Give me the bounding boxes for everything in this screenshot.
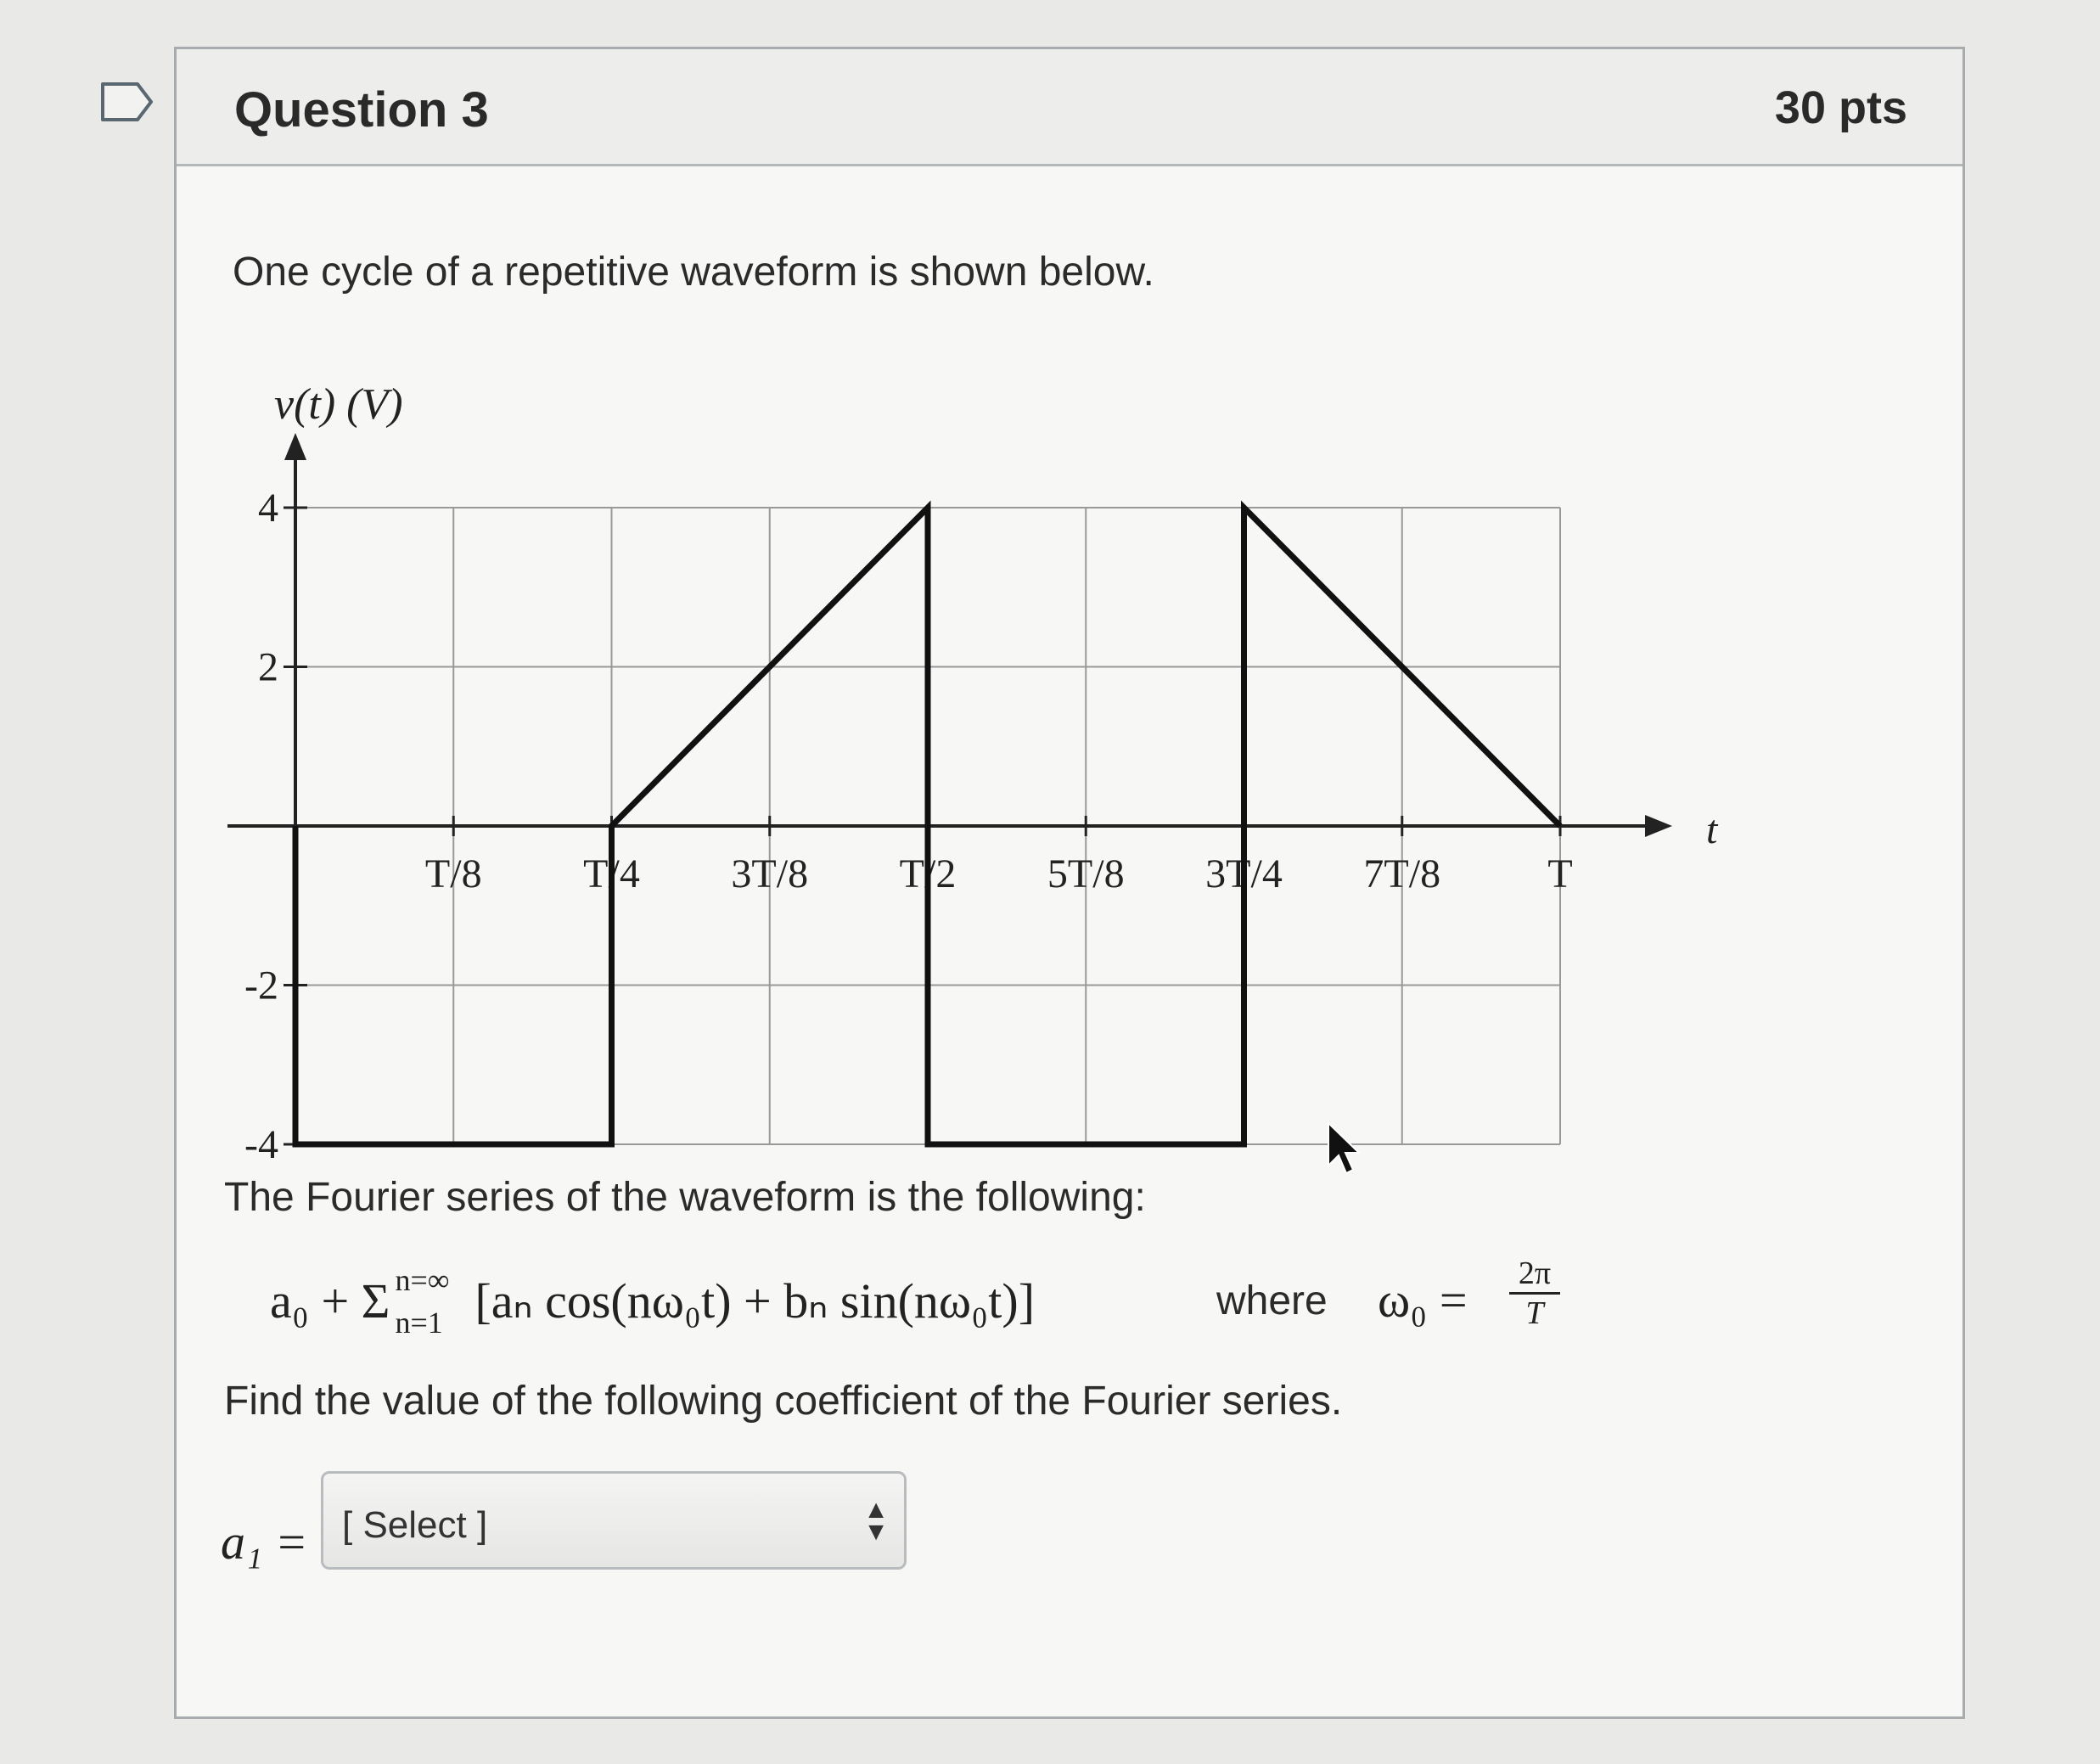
series-intro: The Fourier series of the waveform is the following: (224, 1175, 1146, 1220)
answer-select[interactable] (321, 1471, 907, 1570)
y-tick-label: 4 (258, 486, 278, 531)
x-axis-arrow-icon (1645, 815, 1672, 837)
x-tick-label: T (1547, 851, 1573, 896)
waveform-chart (227, 380, 1891, 1246)
y-axis-label: v(t) (V) (274, 380, 403, 429)
omega-numerator: 2π (1509, 1255, 1560, 1295)
formula-main: a₀ + Σ (270, 1273, 390, 1329)
omega-lhs: ω₀ = (1378, 1272, 1468, 1328)
formula-lower-limit: n=1 (395, 1305, 443, 1340)
y-tick-label: 2 (258, 644, 278, 690)
fourier-formula (270, 1262, 1036, 1340)
where-label: where (1216, 1278, 1328, 1323)
y-tick-label: -4 (244, 1122, 278, 1167)
x-tick-label: T/8 (424, 851, 482, 896)
y-axis-arrow-icon (284, 433, 306, 460)
mouse-cursor-icon (1328, 1123, 1359, 1173)
formula-body: [aₙ cos(nω₀t) + bₙ sin(nω₀t)] (474, 1273, 1036, 1329)
x-tick-label: T/4 (583, 851, 640, 896)
select-value: [ Select ] (342, 1504, 488, 1546)
x-axis-label: t (1706, 807, 1718, 852)
question-header (177, 49, 1962, 166)
x-tick-label: 5T/8 (1047, 851, 1125, 896)
question-title: Question 3 (234, 82, 489, 138)
omega-denominator: T (1525, 1295, 1544, 1331)
select-arrows-icon: ▲ ▼ (863, 1496, 889, 1546)
omega-definition (1378, 1272, 1468, 1329)
y-tick-label: -2 (244, 963, 278, 1008)
x-ticks (425, 816, 1573, 896)
bookmark-flag-icon[interactable] (100, 81, 154, 122)
x-tick-label: 7T/8 (1363, 851, 1441, 896)
x-tick-label: 3T/8 (731, 851, 809, 896)
question-points: 30 pts (1774, 82, 1907, 133)
question-intro: One cycle of a repetitive waveform is shown below. (233, 250, 1154, 295)
instruction-text: Find the value of the following coefficient of the Fourier series. (224, 1379, 1343, 1424)
x-tick-label: T/2 (899, 851, 957, 896)
answer-label: a₁ = (221, 1514, 308, 1570)
question-card (174, 47, 1965, 1719)
x-tick-label: 3T/4 (1205, 851, 1283, 896)
formula-upper-limit: n=∞ (395, 1262, 450, 1297)
omega-fraction (1509, 1255, 1560, 1332)
